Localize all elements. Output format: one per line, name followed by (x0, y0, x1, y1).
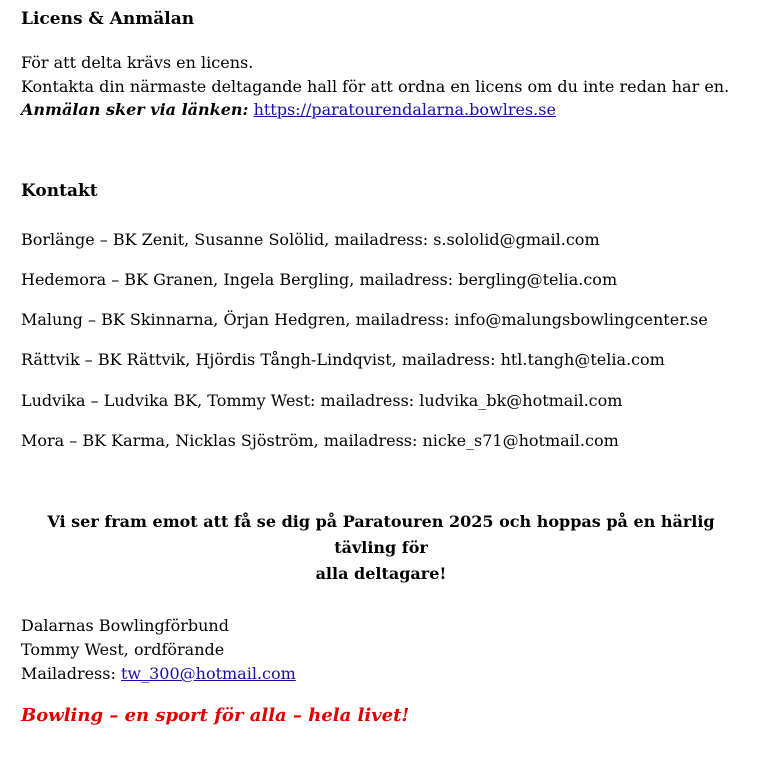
slogan: Bowling – en sport för alla – hela livet! (21, 705, 410, 726)
signature-person: Tommy West, ordförande (21, 640, 225, 659)
contact-entry-rattvik: Rättvik – BK Rättvik, Hjördis Tångh-Lindqvist, mailadress: htl.tangh@telia.com (21, 350, 665, 369)
contact-heading: Kontakt (21, 181, 98, 201)
closing-line-2: alla deltagare! (315, 564, 447, 583)
license-heading: Licens & Anmälan (21, 9, 195, 29)
contact-entry-hedemora: Hedemora – BK Granen, Ingela Bergling, mailadress: bergling@telia.com (21, 270, 618, 289)
signature-mail-link[interactable]: tw_300@hotmail.com (120, 664, 296, 683)
signature-org: Dalarnas Bowlingförbund (21, 616, 229, 635)
signup-line (21, 100, 556, 120)
signup-link[interactable]: https://paratourendalarna.bowlres.se (253, 100, 556, 119)
contact-entry-mora: Mora – BK Karma, Nicklas Sjöström, mailadress: nicke_s71@hotmail.com (21, 431, 619, 450)
contact-entry-borlange: Borlänge – BK Zenit, Susanne Solölid, mailadress: s.sololid@gmail.com (21, 230, 600, 249)
closing-message (21, 509, 741, 587)
contact-entry-ludvika: Ludvika – Ludvika BK, Tommy West: mailadress: ludvika_bk@hotmail.com (21, 391, 623, 410)
contact-entry-malung: Malung – BK Skinnarna, Örjan Hedgren, mailadress: info@malungsbowlingcenter.se (21, 310, 708, 329)
signup-label: Anmälan sker via länken: (21, 100, 249, 119)
signature-mail-label: Mailadress: (21, 664, 116, 683)
signature-mail-line (21, 664, 296, 684)
closing-line-1: Vi ser fram emot att få se dig på Paratouren 2025 och hoppas på en härlig tävling för (47, 512, 715, 557)
license-requirement-text: För att delta krävs en licens. (21, 53, 254, 72)
license-contact-text: Kontakta din närmaste deltagande hall för att ordna en licens om du inte redan har en. (21, 77, 730, 96)
